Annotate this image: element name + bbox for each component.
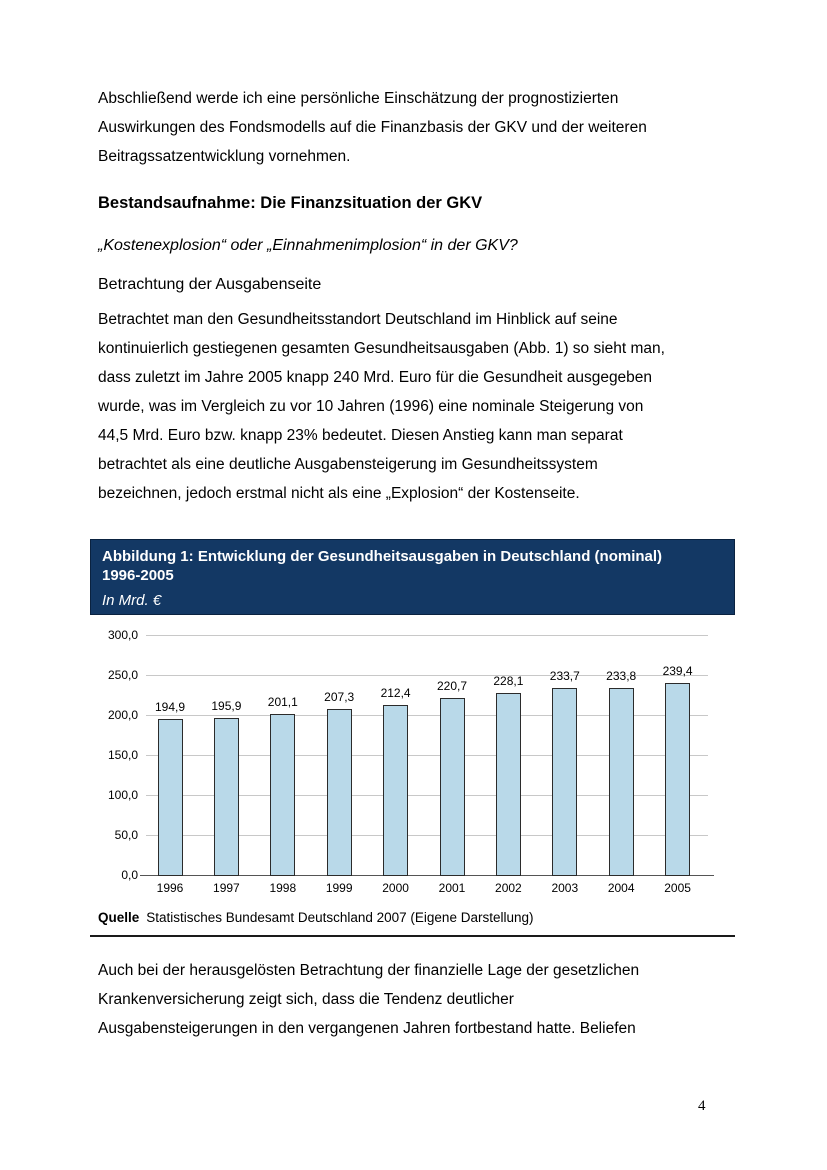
bar-2002 xyxy=(496,693,521,876)
figure-header xyxy=(90,539,735,615)
x-axis-category-label: 1997 xyxy=(213,881,240,895)
y-axis-tick-label: 300,0 xyxy=(107,628,138,642)
subsection-heading: Betrachtung der Ausgabenseite xyxy=(98,276,322,293)
bar-2005 xyxy=(665,683,690,876)
text-line: betrachtet als eine deutliche Ausgabensteigerung im Gesundheitssystem xyxy=(98,456,598,473)
section-heading: Bestandsaufnahme: Die Finanzsituation der GKV xyxy=(98,194,483,212)
y-axis-tick-label: 200,0 xyxy=(107,708,138,722)
text-line: Ausgabensteigerungen in den vergangenen Jahren fortbestand hatte. Beliefen xyxy=(98,1020,636,1037)
figure-source xyxy=(98,909,533,927)
y-axis-tick-label: 0,0 xyxy=(121,868,138,882)
subsection-heading-italic: „Kostenexplosion“ oder „Einnahmenimplosion“ in der GKV? xyxy=(98,237,518,254)
y-axis-tick-label: 50,0 xyxy=(114,828,138,842)
bar-value-label: 194,9 xyxy=(154,700,186,715)
bar-1999 xyxy=(327,709,352,876)
y-axis-tick-label: 250,0 xyxy=(107,668,138,682)
bar-1998 xyxy=(270,714,295,876)
page-number: 4 xyxy=(698,1098,706,1114)
bar-value-label: 207,3 xyxy=(324,690,355,705)
bar-1997 xyxy=(214,718,239,876)
source-label: Quelle xyxy=(98,910,140,925)
text-line: Auch bei der herausgelösten Betrachtung der finanzielle Lage der gesetzlichen xyxy=(98,962,640,979)
source-text: Statistisches Bundesamt Deutschland 2007 (Eigene Darstellung) xyxy=(146,910,534,925)
x-axis-category-label: 1999 xyxy=(325,881,353,895)
paragraph-expenditure xyxy=(98,305,787,508)
x-axis-category-label: 1996 xyxy=(156,881,184,895)
x-axis-category-label: 2002 xyxy=(495,881,522,895)
figure-chart xyxy=(90,615,735,905)
bar-value-label: 195,9 xyxy=(211,699,242,714)
figure-title-line2: 1996-2005 xyxy=(102,567,174,584)
bar-value-label: 220,7 xyxy=(436,679,468,694)
bar-2004 xyxy=(609,688,634,876)
x-axis-category-label: 2000 xyxy=(382,881,409,895)
text-line: dass zuletzt im Jahre 2005 knapp 240 Mrd. Euro für die Gesundheit ausgegeben xyxy=(98,369,653,386)
text-line: Beitragssatzentwicklung vornehmen. xyxy=(98,148,351,165)
paragraph-gkv xyxy=(98,956,787,1043)
text-line: Auswirkungen des Fondsmodells auf die Finanzbasis der GKV und der weiteren xyxy=(98,119,647,136)
text-line: Betrachtet man den Gesundheitsstandort Deutschland im Hinblick auf seine xyxy=(98,311,618,328)
bar-2000 xyxy=(383,705,408,876)
y-axis-tick-label: 150,0 xyxy=(107,748,138,762)
bar-value-label: 201,1 xyxy=(267,695,298,710)
bar-value-label: 212,4 xyxy=(380,686,411,701)
bar-1996 xyxy=(158,719,183,876)
text-line: wurde, was im Vergleich zu vor 10 Jahren (1996) eine nominale Steigerung von xyxy=(98,398,644,415)
bar-value-label: 228,1 xyxy=(493,673,524,688)
bar-value-label: 239,4 xyxy=(662,664,693,679)
bar-value-label: 233,7 xyxy=(549,669,580,684)
bar-2003 xyxy=(552,688,577,876)
x-axis-category-label: 2004 xyxy=(607,881,635,895)
figure-unit-label: In Mrd. € xyxy=(102,592,162,609)
x-axis-category-label: 2001 xyxy=(438,881,466,895)
text-line: Krankenversicherung zeigt sich, dass die Tendenz deutlicher xyxy=(98,991,514,1008)
figure-title-line1: Abbildung 1: Entwicklung der Gesundheitsausgaben in Deutschland (nominal) xyxy=(102,548,663,565)
x-axis-category-label: 1998 xyxy=(269,881,297,895)
gridline xyxy=(146,635,708,636)
text-line: 44,5 Mrd. Euro bzw. knapp 23% bedeutet. Diesen Anstieg kann man separat xyxy=(98,427,623,444)
text-line: kontinuierlich gestiegenen gesamten Gesundheitsausgaben (Abb. 1) so sieht man, xyxy=(98,340,665,357)
text-line: Abschließend werde ich eine persönliche Einschätzung der prognostizierten xyxy=(98,90,619,107)
x-axis-category-label: 2003 xyxy=(551,881,579,895)
bar-value-label: 233,8 xyxy=(606,668,637,683)
bar-2001 xyxy=(440,698,465,876)
y-axis-tick-label: 100,0 xyxy=(107,788,138,802)
figure-bottom-rule xyxy=(90,935,735,937)
text-line: bezeichnen, jedoch erstmal nicht als eine „Explosion“ der Kostenseite. xyxy=(98,485,580,502)
paragraph-intro xyxy=(98,84,787,171)
x-axis-category-label: 2005 xyxy=(664,881,691,895)
figure-abbildung-1 xyxy=(90,539,735,937)
